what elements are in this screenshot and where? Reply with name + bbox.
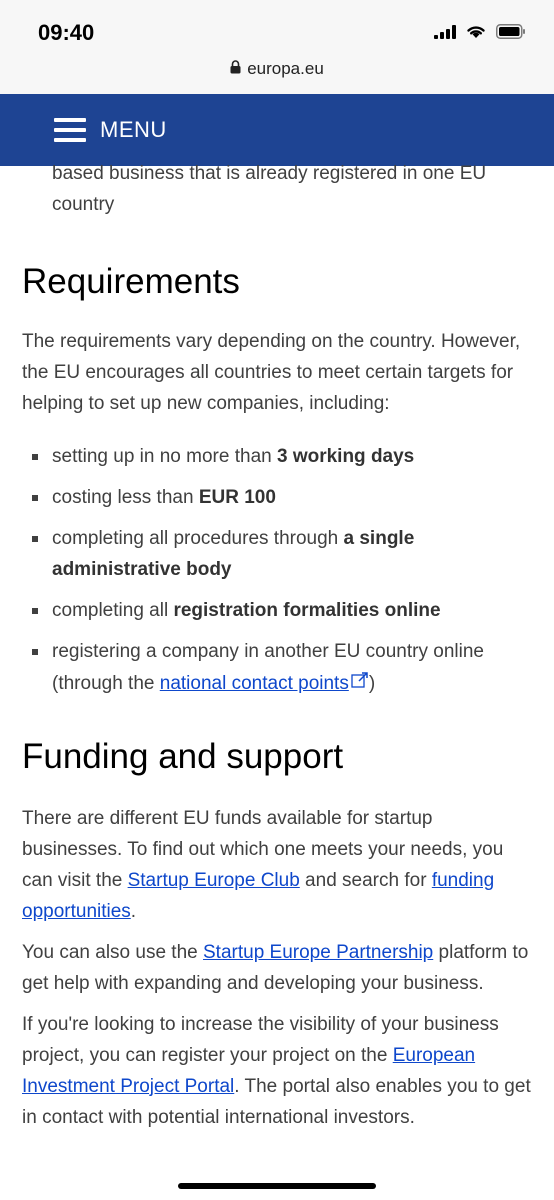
startup-europe-partnership-link[interactable]: Startup Europe Partnership bbox=[203, 942, 434, 963]
home-indicator[interactable] bbox=[178, 1183, 376, 1189]
funding-paragraph-2: You can also use the Startup Europe Partnership platform to get help with expanding and developing your business. bbox=[22, 942, 529, 994]
lock-icon bbox=[230, 59, 241, 79]
list-item: costing less than EUR 100 bbox=[22, 482, 532, 513]
funding-heading: Funding and support bbox=[22, 737, 344, 776]
startup-europe-club-link[interactable]: Startup Europe Club bbox=[127, 870, 300, 891]
funding-paragraph-1: There are different EU funds available for startup businesses. To find out which one meets your needs, you can visit the Startup Europe Club and search for funding opportunities. bbox=[22, 808, 504, 922]
status-time: 09:40 bbox=[38, 20, 95, 45]
funding-paragraph-3: If you're looking to increase the visibility of your business project, you can register your project on the European Investment Project Portal. The portal also enables you to get in contact with potential international investors. bbox=[22, 1014, 531, 1128]
requirements-heading: Requirements bbox=[22, 262, 240, 301]
funding-opportunities-link[interactable]: funding opportunities bbox=[22, 870, 495, 922]
list-item: registering a company in another EU country online (through the national contact points ) bbox=[22, 636, 532, 699]
url-domain: europa.eu bbox=[247, 59, 324, 78]
main-content bbox=[22, 158, 532, 1133]
list-item: setting up in no more than 3 working days bbox=[22, 441, 532, 472]
intro-fragment: based business that is already registered in one EU country bbox=[52, 163, 487, 215]
status-bar bbox=[0, 0, 554, 58]
national-contact-points-link[interactable]: national contact points bbox=[159, 673, 349, 694]
requirements-intro: The requirements vary depending on the country. However, the EU encourages all countries to meet certain targets for helping to set up new companies, including: bbox=[22, 331, 521, 414]
list-item: completing all registration formalities online bbox=[22, 595, 532, 626]
list-item: completing all procedures through a single administrative body bbox=[22, 523, 532, 585]
status-icons bbox=[434, 24, 526, 44]
menu-button[interactable]: MENU bbox=[100, 117, 167, 142]
signal-icon bbox=[434, 25, 456, 44]
wifi-icon bbox=[466, 24, 486, 44]
external-link-icon bbox=[351, 667, 369, 698]
european-investment-project-portal-link[interactable]: European Investment Project Portal bbox=[22, 1045, 476, 1097]
hamburger-menu-icon[interactable] bbox=[54, 118, 86, 142]
site-header bbox=[0, 94, 554, 166]
requirements-list bbox=[22, 441, 532, 699]
battery-icon bbox=[496, 24, 526, 44]
address-bar[interactable] bbox=[0, 58, 554, 94]
